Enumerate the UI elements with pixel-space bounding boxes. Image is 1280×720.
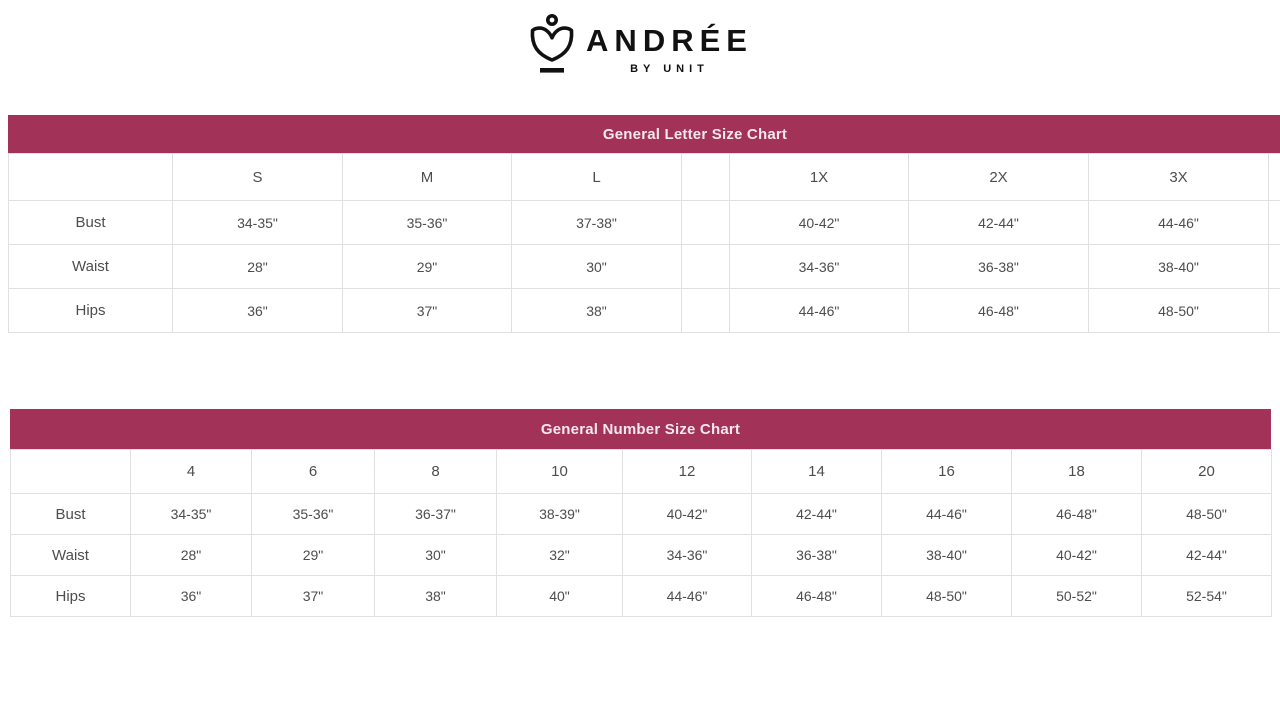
empty-header-cell (682, 154, 730, 201)
measurement-value: 38" (512, 289, 682, 333)
measurement-value: 28" (173, 245, 343, 289)
measurement-value: 34-35" (131, 494, 252, 535)
letter-size-chart (8, 115, 1280, 333)
brand-text (586, 13, 753, 75)
size-column-header: 2X (909, 154, 1089, 201)
measurement-value: 34-36" (623, 535, 752, 576)
measurement-value: 34-35" (173, 201, 343, 245)
measurement-value: 40-42" (623, 494, 752, 535)
empty-header-cell (11, 450, 131, 494)
letter-size-chart-title: General Letter Size Chart (8, 115, 1280, 153)
measurement-value: 44-46" (882, 494, 1012, 535)
empty-header-cell (9, 154, 173, 201)
empty-cell (1269, 201, 1280, 245)
measurement-value: 37" (252, 576, 375, 617)
measurement-value: 36" (173, 289, 343, 333)
measurement-value: 46-48" (909, 289, 1089, 333)
measurement-label: Bust (11, 494, 131, 535)
size-column-header: 6 (252, 450, 375, 494)
measurement-value: 42-44" (909, 201, 1089, 245)
size-column-header: 8 (375, 450, 497, 494)
brand-name: ANDRÉE (586, 23, 753, 58)
measurement-value: 36" (131, 576, 252, 617)
measurement-value: 40" (497, 576, 623, 617)
size-column-header: 1X (730, 154, 909, 201)
measurement-value: 40-42" (1012, 535, 1142, 576)
size-column-header: 20 (1142, 450, 1272, 494)
measurement-value: 42-44" (1142, 535, 1272, 576)
measurement-row (9, 245, 1280, 289)
measurement-value: 34-36" (730, 245, 909, 289)
measurement-value: 38-39" (497, 494, 623, 535)
measurement-value: 50-52" (1012, 576, 1142, 617)
measurement-value: 48-50" (882, 576, 1012, 617)
size-column-header: 16 (882, 450, 1012, 494)
empty-cell (1269, 289, 1280, 333)
empty-cell (1269, 245, 1280, 289)
number-size-chart (10, 409, 1271, 617)
measurement-value: 48-50" (1089, 289, 1269, 333)
measurement-value: 46-48" (1012, 494, 1142, 535)
size-column-header: 14 (752, 450, 882, 494)
measurement-value: 38-40" (1089, 245, 1269, 289)
number-size-chart-section (0, 409, 1280, 617)
empty-header-cell (1269, 154, 1280, 201)
measurement-row (9, 289, 1280, 333)
measurement-label: Hips (9, 289, 173, 333)
measurement-value: 29" (343, 245, 512, 289)
tulip-logo-icon (527, 13, 577, 80)
measurement-value: 37" (343, 289, 512, 333)
measurement-value: 30" (375, 535, 497, 576)
size-header-row (9, 154, 1280, 201)
measurement-row (11, 535, 1272, 576)
measurement-value: 44-46" (623, 576, 752, 617)
number-size-table (10, 449, 1272, 617)
brand-subtitle: BY UNIT (630, 63, 709, 75)
measurement-value: 30" (512, 245, 682, 289)
measurement-value: 29" (252, 535, 375, 576)
measurement-value: 42-44" (752, 494, 882, 535)
measurement-value: 32" (497, 535, 623, 576)
measurement-value: 35-36" (343, 201, 512, 245)
measurement-value: 28" (131, 535, 252, 576)
measurement-value: 35-36" (252, 494, 375, 535)
measurement-value: 36-38" (752, 535, 882, 576)
measurement-value: 40-42" (730, 201, 909, 245)
number-size-chart-title: General Number Size Chart (10, 409, 1271, 449)
size-column-header: 18 (1012, 450, 1142, 494)
size-column-header: S (173, 154, 343, 201)
measurement-value: 36-38" (909, 245, 1089, 289)
empty-cell (682, 245, 730, 289)
size-column-header: M (343, 154, 512, 201)
measurement-row (11, 576, 1272, 617)
measurement-value: 44-46" (730, 289, 909, 333)
measurement-value: 52-54" (1142, 576, 1272, 617)
measurement-value: 48-50" (1142, 494, 1272, 535)
empty-cell (682, 289, 730, 333)
measurement-value: 46-48" (752, 576, 882, 617)
measurement-label: Waist (9, 245, 173, 289)
measurement-value: 37-38" (512, 201, 682, 245)
size-column-header: 4 (131, 450, 252, 494)
size-column-header: L (512, 154, 682, 201)
measurement-row (11, 494, 1272, 535)
size-header-row (11, 450, 1272, 494)
letter-size-chart-section (0, 115, 1280, 333)
measurement-row (9, 201, 1280, 245)
measurement-value: 38-40" (882, 535, 1012, 576)
size-column-header: 10 (497, 450, 623, 494)
brand-logo (527, 13, 753, 80)
page-header (0, 0, 1280, 80)
measurement-value: 36-37" (375, 494, 497, 535)
letter-size-table (8, 153, 1280, 333)
measurement-value: 38" (375, 576, 497, 617)
empty-cell (682, 201, 730, 245)
measurement-label: Waist (11, 535, 131, 576)
size-column-header: 12 (623, 450, 752, 494)
measurement-label: Hips (11, 576, 131, 617)
measurement-label: Bust (9, 201, 173, 245)
measurement-value: 44-46" (1089, 201, 1269, 245)
size-column-header: 3X (1089, 154, 1269, 201)
